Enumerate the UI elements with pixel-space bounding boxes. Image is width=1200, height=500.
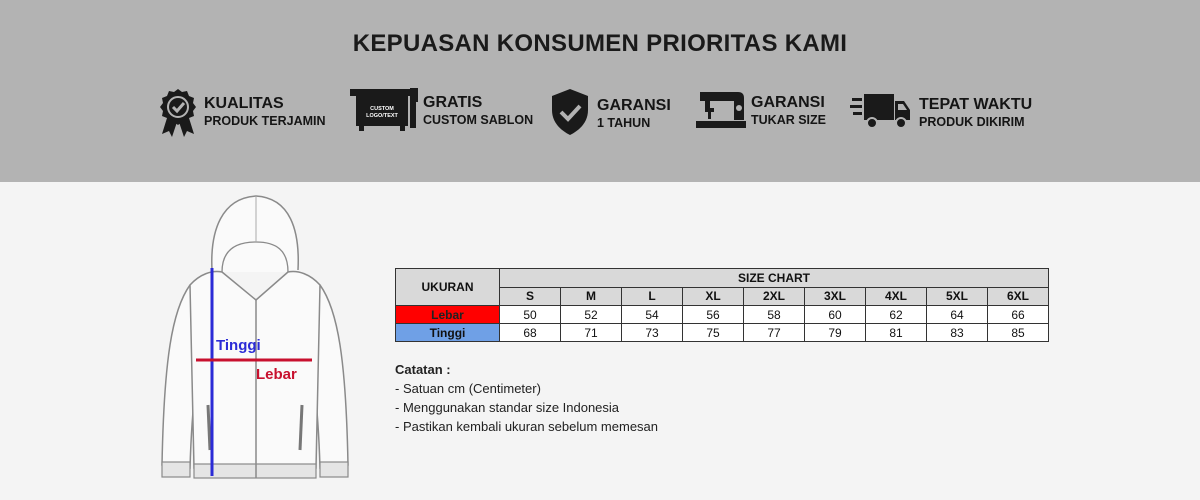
feature-title: GARANSI (751, 94, 825, 111)
row-label-lebar: Lebar (396, 306, 500, 324)
size-col-header: 4XL (866, 287, 927, 306)
table-cell: 77 (744, 324, 805, 342)
note-item: - Satuan cm (Centimeter) (395, 381, 541, 396)
table-cell: 85 (988, 324, 1049, 342)
table-row-lebar (396, 306, 1049, 324)
shield-check-icon (550, 88, 590, 136)
printer-icon (350, 88, 418, 132)
note-item: - Menggunakan standar size Indonesia (395, 400, 620, 415)
badge-check-icon (158, 88, 198, 138)
size-col-header: L (622, 287, 683, 306)
table-cell: 58 (744, 306, 805, 324)
table-cell: 66 (988, 306, 1049, 324)
size-col-header: 3XL (805, 287, 866, 306)
sewing-machine-icon (696, 88, 746, 132)
feature-list (0, 88, 1200, 140)
feature-title: GARANSI (597, 97, 671, 114)
ukuran-header: UKURAN (396, 269, 500, 306)
table-cell: 56 (683, 306, 744, 324)
feature-title: TEPAT WAKTU (919, 96, 1033, 113)
table-cell: 83 (927, 324, 988, 342)
table-cell: 68 (500, 324, 561, 342)
feature-subtitle: PRODUK DIKIRIM (919, 115, 1025, 129)
delivery-truck-icon (850, 88, 912, 132)
notes-title: Catatan : (395, 362, 451, 377)
table-cell: 54 (622, 306, 683, 324)
jacket-diagram (150, 190, 360, 485)
feature-title: GRATIS (423, 94, 483, 111)
table-cell: 71 (561, 324, 622, 342)
banner-headline: KEPUASAN KONSUMEN PRIORITAS KAMI (352, 30, 848, 57)
size-col-header: M (561, 287, 622, 306)
size-chart-header: SIZE CHART (500, 269, 1049, 288)
size-chart-table (395, 268, 1049, 342)
size-col-header: XL (683, 287, 744, 306)
size-col-header: 6XL (988, 287, 1049, 306)
feature-subtitle: PRODUK TERJAMIN (204, 114, 326, 128)
table-row-tinggi (396, 324, 1049, 342)
tinggi-label: Tinggi (216, 337, 261, 354)
table-cell: 79 (805, 324, 866, 342)
table-cell: 81 (866, 324, 927, 342)
table-cell: 62 (866, 306, 927, 324)
row-label-tinggi: Tinggi (396, 324, 500, 342)
note-item: - Pastikan kembali ukuran sebelum memesan (395, 419, 659, 434)
table-cell: 52 (561, 306, 622, 324)
feature-title: KUALITAS (204, 95, 284, 112)
feature-subtitle: 1 TAHUN (597, 116, 651, 130)
printer-label-line2: LOGO/TEXT (366, 113, 398, 119)
feature-subtitle: CUSTOM SABLON (423, 113, 534, 127)
size-col-header: 5XL (927, 287, 988, 306)
table-cell: 73 (622, 324, 683, 342)
printer-label-line1: CUSTOM (370, 106, 394, 112)
table-cell: 75 (683, 324, 744, 342)
size-col-header: 2XL (744, 287, 805, 306)
size-col-header: S (500, 287, 561, 306)
table-cell: 64 (927, 306, 988, 324)
table-cell: 50 (500, 306, 561, 324)
feature-subtitle: TUKAR SIZE (751, 113, 826, 127)
table-cell: 60 (805, 306, 866, 324)
notes-section (395, 360, 658, 436)
lebar-label: Lebar (256, 366, 297, 383)
